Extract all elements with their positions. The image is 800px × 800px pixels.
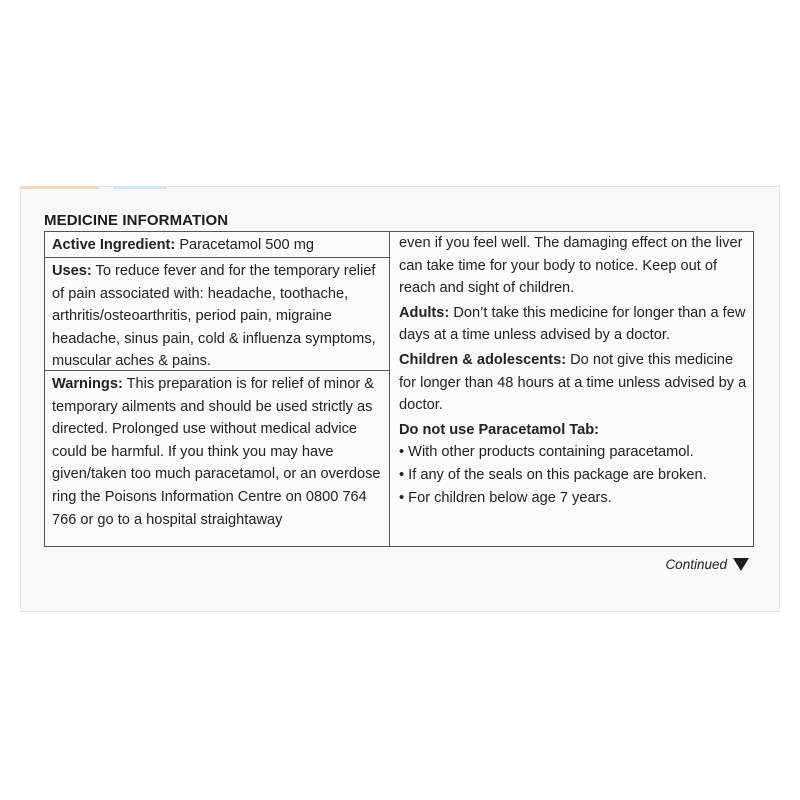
list-item: • With other products containing paracetamol.	[399, 444, 694, 461]
uses-label: Uses:	[52, 263, 92, 279]
active-ingredient-text: Paracetamol 500 mg	[175, 237, 314, 253]
continued-indicator	[665, 557, 749, 572]
warnings-label: Warnings:	[52, 376, 123, 392]
warnings-text: This preparation is for relief of minor & temporary ailments and should be used strictly as directed. Prolonged use without medical advice could be harmful. If you think you may have given/taken too much paracetamol, or an overdose ring the Poisons Information Centre on 0800 764 766 or go to a hospital straightaway	[52, 376, 381, 528]
triangle-down-icon	[733, 558, 749, 571]
warnings-cell	[45, 371, 389, 546]
children-label: Children & adolescents:	[399, 351, 567, 368]
children-paragraph	[399, 349, 747, 417]
active-ingredient-label: Active Ingredient:	[52, 237, 176, 253]
medicine-info-table	[44, 231, 754, 547]
do-not-use-label: Do not use Paracetamol Tab:	[399, 421, 600, 438]
uses-text: To reduce fever and for the temporary relief of pain associated with: headache, toothache, arthritis/osteoarthritis, period pain, migraine headache, sinus pain, cold & influenza symptoms, muscular aches & pains.	[52, 263, 376, 370]
warnings-continued-text: even if you feel well. The damaging effect on the liver can take time for your body to notice. Keep out of reach and sight of children.	[399, 235, 743, 297]
active-ingredient-cell	[45, 232, 389, 258]
accent-strip-orange	[21, 186, 99, 189]
list-item: • If any of the seals on this package are broken.	[399, 466, 707, 483]
adults-text: Don’t take this medicine for longer than a few days at a time unless advised by a doctor.	[399, 304, 746, 344]
accent-strip-teal	[113, 186, 167, 189]
adults-paragraph	[399, 302, 747, 347]
medicine-info-panel	[20, 186, 780, 612]
uses-cell	[45, 258, 389, 371]
continued-label: Continued	[665, 557, 727, 572]
section-heading: MEDICINE INFORMATION	[44, 212, 229, 229]
children-text: Do not give this medicine for longer than 48 hours at a time unless advised by a doctor.	[399, 351, 747, 414]
right-column	[390, 232, 753, 509]
list-item: • For children below age 7 years.	[399, 489, 612, 506]
adults-label: Adults:	[399, 304, 450, 321]
